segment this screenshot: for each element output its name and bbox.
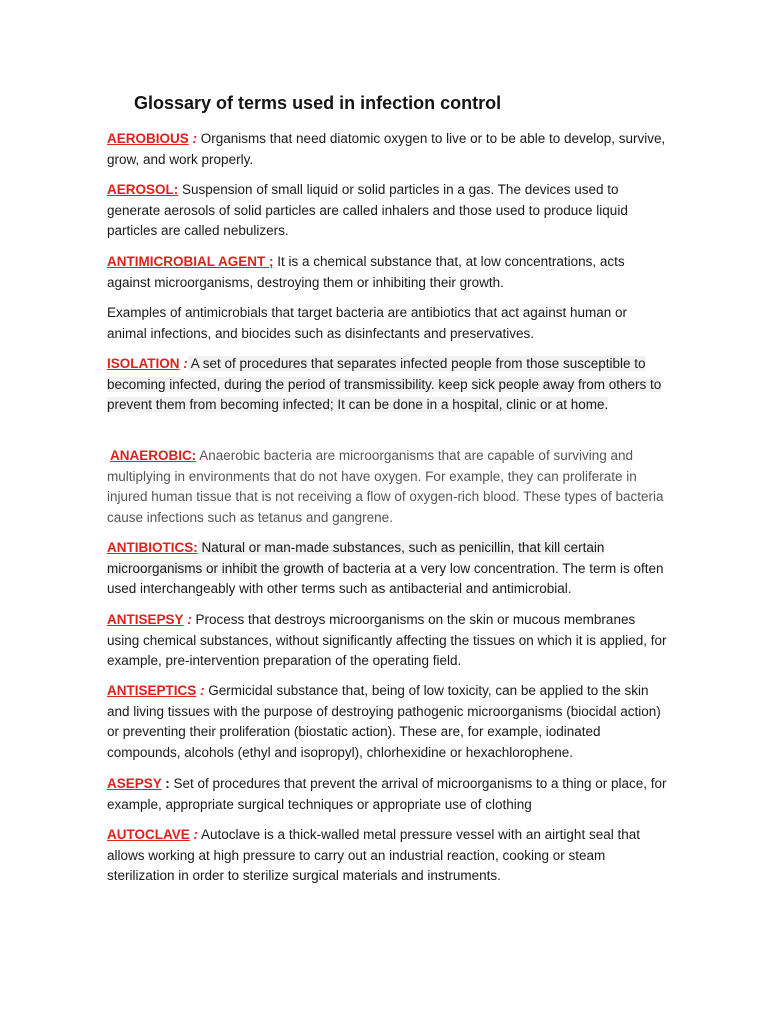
term-isolation: ISOLATION — [107, 356, 180, 371]
definition-autoclave: Autoclave is a thick-walled metal pressure vessel with an airtight seal that allows working at high pressure to carry out an industrial reaction, cooking or steam sterilization in order to sterilize surgical materials and instruments. — [107, 827, 640, 883]
entry-aerobious — [107, 129, 667, 170]
definition-antiseptics: Germicidal substance that, being of low toxicity, can be applied to the skin and living tissues with the purpose of destroying pathogenic microorganisms (biocidal action) or preventing their proliferation (biostatic action). These are, for example, iodinated compounds, alcohols (ethyl and isopropyl), chlorhexidine or hexachlorophene. — [107, 683, 661, 760]
term-asepsy: ASEPSY — [107, 776, 162, 791]
definition-antibiotics: of bacteria at a very low concentration. The term is often used interchangeably with other terms such as antibacterial and antimicrobial. — [107, 560, 664, 596]
definition-aerosol: Suspension of small liquid or solid particles in a gas. The devices used to generate aerosols of solid particles are called inhalers and those used to produce liquid particles are called nebulizers. — [107, 182, 628, 238]
term-separator: ; — [265, 254, 274, 269]
term-antisepsy: ANTISEPSY — [107, 612, 184, 627]
term-anaerobic: ANAEROBIC: — [110, 448, 197, 463]
term-separator: : — [189, 827, 199, 842]
entry-aerosol — [107, 180, 667, 242]
term-separator: : — [183, 612, 192, 627]
definition-anaerobic: Anaerobic bacteria are microorganisms that are capable of surviving and multiplying in environments that do not have oxygen. For example, they can proliferate in injured human tissue that is not receiving a flow of oxygen-rich blood. These types of bacteria cause infections such as tetanus and gangrene. — [107, 448, 664, 525]
entry-antiseptics — [107, 681, 667, 763]
entry-antimicrobial-agent — [107, 252, 667, 293]
definition-asepsy: Set of procedures that prevent the arrival of microorganisms to a thing or place, for example, appropriate surgical techniques or appropriate use of clothing — [107, 776, 667, 812]
term-aerobious: AEROBIOUS — [107, 131, 189, 146]
entry-antibiotics — [107, 538, 667, 600]
definition-antimicrobial-agent: It is a chemical substance that, at low concentrations, acts against microorganisms, destroying them or inhibiting their growth. — [107, 254, 625, 290]
entry-autoclave — [107, 825, 667, 887]
page-title: Glossary of terms used in infection control — [134, 93, 502, 113]
term-separator: : — [188, 131, 198, 146]
term-autoclave: AUTOCLAVE — [107, 827, 190, 842]
definition-aerobious: Organisms that need diatomic oxygen to live or to be able to develop, survive, grow, and work properly. — [107, 131, 666, 167]
definition-antibiotics-highlighted: Natural or man-made substances, such as penicillin, that kill certain microorganisms or inhibit the growth — [107, 540, 605, 576]
term-separator: : — [179, 356, 188, 371]
entry-asepsy — [107, 774, 667, 815]
antimicrobial-examples-paragraph: Examples of antimicrobials that target bacteria are antibiotics that act against human or animal infections, and biocides such as disinfectants and preservatives. — [107, 305, 628, 341]
term-antimicrobial-agent: ANTIMICROBIAL AGENT — [107, 254, 266, 269]
entry-antisepsy — [107, 610, 667, 672]
definition-isolation: A set of procedures that separates infected people from those susceptible to becoming infected, during the period of transmissibility. keep sick people away from others to prevent them from becoming infected; It can be done in a hospital, clinic or at home. — [107, 356, 662, 412]
term-separator: : — [196, 683, 205, 698]
entry-anaerobic — [107, 446, 667, 528]
term-antiseptics: ANTISEPTICS — [107, 683, 197, 698]
term-separator: : — [161, 776, 170, 791]
term-antibiotics: ANTIBIOTICS: — [107, 540, 198, 555]
entry-isolation — [107, 354, 667, 416]
definition-antisepsy: Process that destroys microorganisms on the skin or mucous membranes using chemical substances, without significantly affecting the tissues on which it is applied, for example, pre-intervention preparation of the operating field. — [107, 612, 667, 668]
term-aerosol: AEROSOL: — [107, 182, 179, 197]
